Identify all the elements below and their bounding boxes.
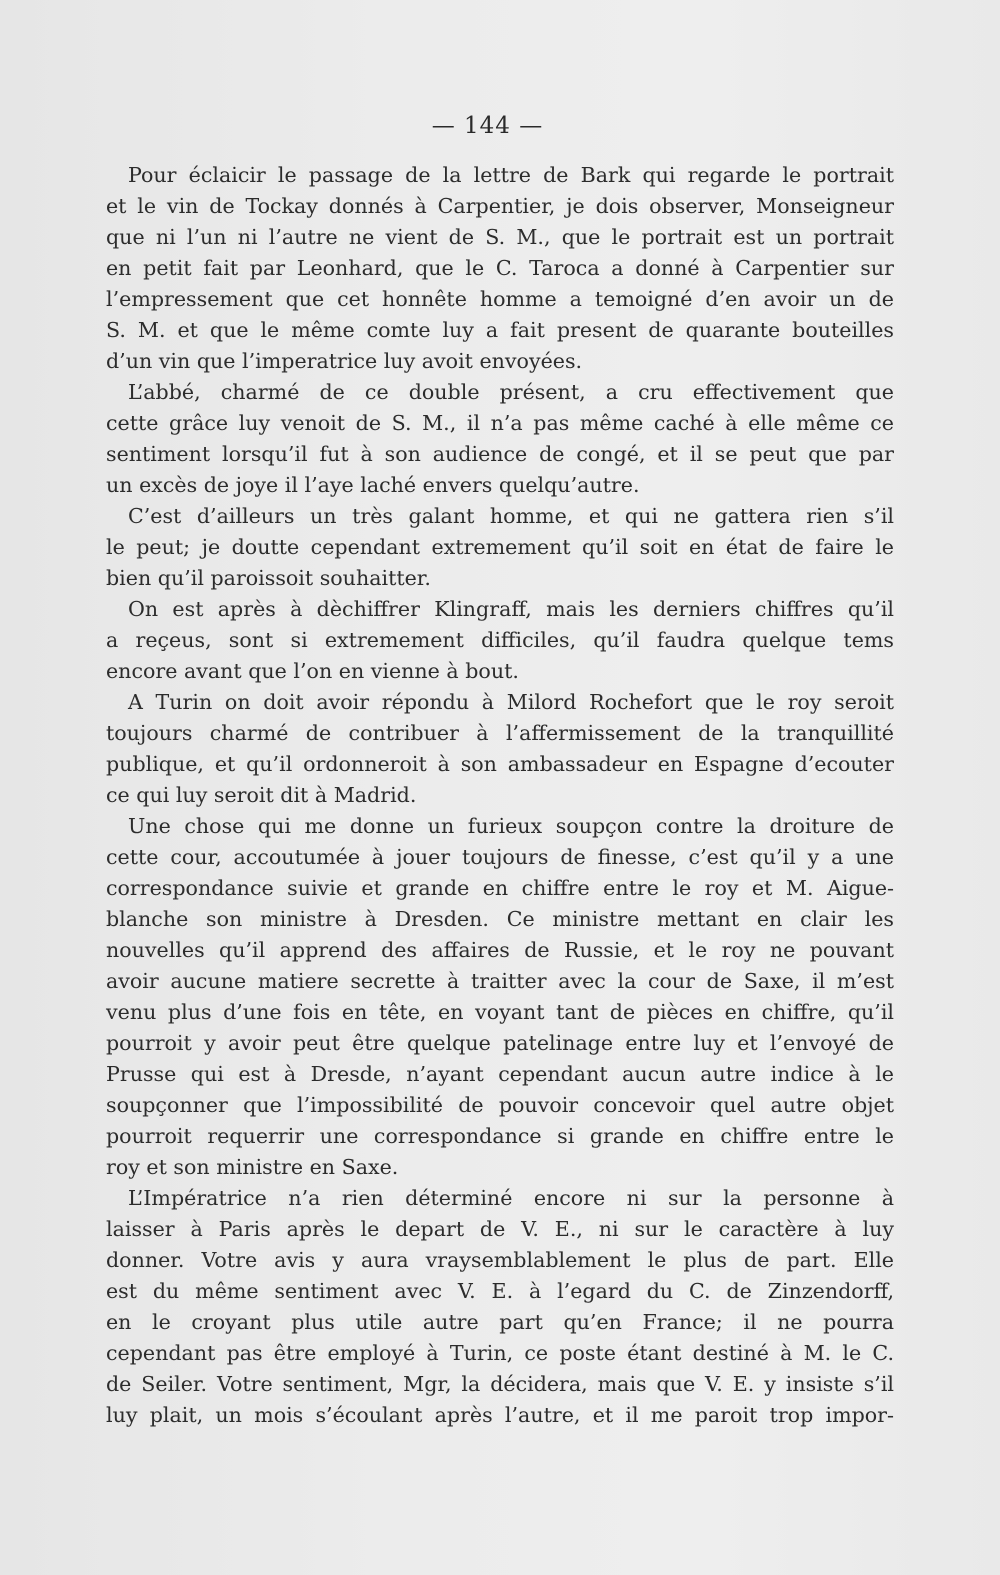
text-line: bien qu’il paroissoit souhaitter. <box>106 566 431 590</box>
paragraph <box>106 377 894 501</box>
text-line: ce qui luy seroit dit à Madrid. <box>106 783 417 807</box>
text-line: L’abbé, charmé de ce double présent, a cru effectivement que <box>128 380 894 404</box>
body-text <box>106 160 894 1431</box>
text-line: soupçonner que l’impossibilité de pouvoir concevoir quel autre objet <box>106 1093 894 1117</box>
text-line: d’un vin que l’imperatrice luy avoit envoyées. <box>106 349 583 373</box>
text-line: a reçeus, sont si extremement difficiles, qu’il faudra quelque tems <box>106 628 894 652</box>
text-line: est du même sentiment avec V. E. à l’egard du C. de Zinzendorff, <box>106 1279 894 1303</box>
text-line: en petit fait par Leonhard, que le C. Taroca a donné à Carpentier sur <box>106 256 894 280</box>
text-line: et le vin de Tockay donnés à Carpentier, je dois observer, Monseigneur <box>106 194 894 218</box>
text-line: luy plait, un mois s’écoulant après l’autre, et il me paroit trop impor- <box>106 1403 894 1427</box>
text-line: toujours charmé de contribuer à l’affermissement de la tranquillité <box>106 721 894 745</box>
text-line: Une chose qui me donne un furieux soupçon contre la droiture de <box>128 814 894 838</box>
paragraph <box>106 1183 894 1431</box>
text-line: venu plus d’une fois en tête, en voyant tant de pièces en chiffre, qu’il <box>106 1000 894 1024</box>
text-line: pourroit y avoir peut être quelque patelinage entre luy et l’envoyé de <box>106 1031 894 1055</box>
paragraph <box>106 594 894 687</box>
text-line: encore avant que l’on en vienne à bout. <box>106 659 519 683</box>
text-line: avoir aucune matiere secrette à traitter avec la cour de Saxe, il m’est <box>106 969 894 993</box>
text-line: cependant pas être employé à Turin, ce poste étant destiné à M. le C. <box>106 1341 894 1365</box>
text-line: On est après à dèchiffrer Klingraff, mais les derniers chiffres qu’il <box>128 597 894 621</box>
text-line: de Seiler. Votre sentiment, Mgr, la décidera, mais que V. E. y insiste s’il <box>106 1372 894 1396</box>
text-line: le peut; je doutte cependant extremement qu’il soit en état de faire le <box>106 535 894 559</box>
text-line: A Turin on doit avoir répondu à Milord Rochefort que le roy seroit <box>128 690 894 714</box>
text-line: blanche son ministre à Dresden. Ce ministre mettant en clair les <box>106 907 894 931</box>
text-line: donner. Votre avis y aura vraysemblablement le plus de part. Elle <box>106 1248 894 1272</box>
paragraph <box>106 811 894 1183</box>
text-line: correspondance suivie et grande en chiffre entre le roy et M. Aigue- <box>106 876 894 900</box>
text-line: Prusse qui est à Dresde, n’ayant cependant aucun autre indice à le <box>106 1062 894 1086</box>
paragraph <box>106 687 894 811</box>
text-line: L’Impératrice n’a rien déterminé encore ni sur la personne à <box>128 1186 894 1210</box>
text-line: laisser à Paris après le depart de V. E., ni sur le caractère à luy <box>106 1217 894 1241</box>
text-line: que ni l’un ni l’autre ne vient de S. M., que le portrait est un portrait <box>106 225 894 249</box>
text-line: en le croyant plus utile autre part qu’en France; il ne pourra <box>106 1310 894 1334</box>
text-line: roy et son ministre en Saxe. <box>106 1155 399 1179</box>
text-line: pourroit requerrir une correspondance si grande en chiffre entre le <box>106 1124 894 1148</box>
page-number: — 144 — <box>431 113 544 139</box>
paragraph <box>106 501 894 594</box>
text-line: C’est d’ailleurs un très galant homme, et qui ne gattera rien s’il <box>128 504 894 528</box>
text-line: S. M. et que le même comte luy a fait present de quarante bouteilles <box>106 318 894 342</box>
text-line: sentiment lorsqu’il fut à son audience de congé, et il se peut que par <box>106 442 894 466</box>
text-line: cette cour, accoutumée à jouer toujours de finesse, c’est qu’il y a une <box>106 845 894 869</box>
text-line: l’empressement que cet honnête homme a temoigné d’en avoir un de <box>106 287 894 311</box>
paragraph <box>106 160 894 377</box>
text-line: cette grâce luy venoit de S. M., il n’a pas même caché à elle même ce <box>106 411 894 435</box>
text-line: nouvelles qu’il apprend des affaires de Russie, et le roy ne pouvant <box>106 938 894 962</box>
text-line: un excès de joye il l’aye laché envers quelqu’autre. <box>106 473 640 497</box>
text-line: Pour éclaicir le passage de la lettre de Bark qui regarde le portrait <box>128 163 894 187</box>
text-line: publique, et qu’il ordonneroit à son ambassadeur en Espagne d’ecouter <box>106 752 894 776</box>
